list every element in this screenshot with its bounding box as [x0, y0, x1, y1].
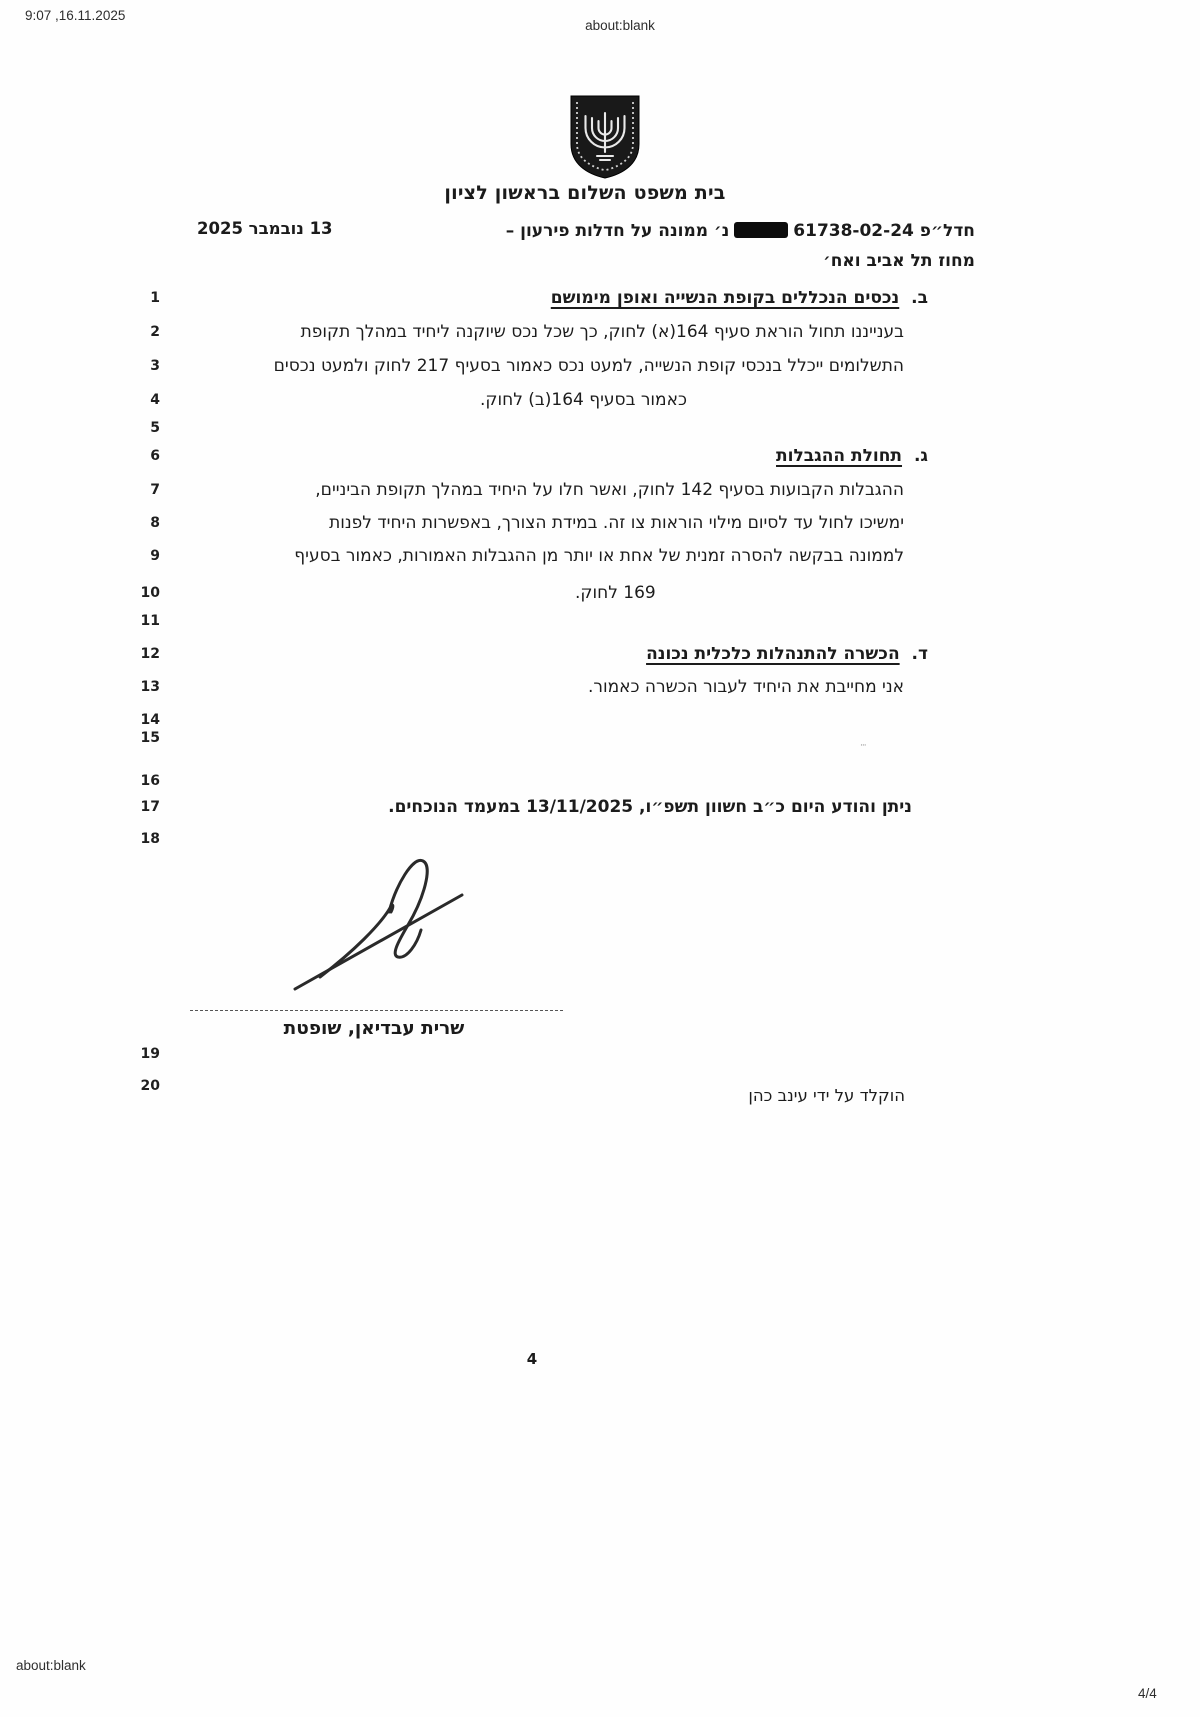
line-number: 13 [140, 679, 160, 695]
line-number: 9 [150, 548, 160, 564]
line-number: 7 [150, 482, 160, 498]
line-number: 15 [140, 730, 160, 746]
redacted-debtor-name [734, 222, 788, 238]
document-date: 13 נובמבר 2025 [197, 219, 333, 238]
issuance-statement: ניתן והודע היום כ״ב חשוון תשפ״ו, 13/11/2025 במעמד הנוכחים. [388, 797, 912, 817]
section-c-line: לממונה בבקשה להסרה זמנית של אחת או יותר מן ההגבלות האמורות, כאמור בסעיף [294, 546, 904, 566]
case-header-line [506, 221, 975, 241]
line-number: 1 [150, 290, 160, 306]
line-number: 4 [150, 392, 160, 408]
section-b-title: נכסים הנכללים בקופת הנשייה ואופן מימושם [550, 288, 900, 308]
section-c-line: ימשיכו לחול עד לסיום מילוי הוראות צו זה. במידת הצורך, באפשרות היחיד לפנות [329, 513, 904, 533]
section-c-line: ההגבלות הקבועות בסעיף 142 לחוק, ואשר חלו על היחיד במהלך תקופת הביניים, [315, 480, 904, 500]
line-number: 5 [150, 420, 160, 436]
line-number: 14 [140, 712, 160, 728]
line-number: 2 [150, 324, 160, 340]
signature-line [190, 1010, 563, 1011]
section-d-heading [646, 644, 928, 665]
line-number: 19 [140, 1046, 160, 1062]
case-parties: נ׳ ממונה על חדלות פירעון – [505, 221, 730, 241]
line-number: 17 [140, 799, 160, 815]
line-number: 12 [140, 646, 160, 662]
section-c-marker: ג. [913, 446, 928, 466]
line-number: 18 [140, 831, 160, 847]
case-number: חדל״פ 61738-02-24 [793, 221, 975, 241]
section-b-line: כאמור בסעיף 164(ב) לחוק. [480, 390, 687, 410]
print-page-indicator: 4/4 [1138, 1686, 1157, 1701]
line-number: 8 [150, 515, 160, 531]
section-b-marker: ב. [911, 288, 928, 308]
section-d-line: אני מחייבת את היחיד לעבור הכשרה כאמור. [587, 677, 904, 697]
section-c-line: 169 לחוק. [575, 583, 656, 603]
judge-signature [262, 845, 492, 1014]
section-d-marker: ד. [911, 644, 928, 664]
section-d-title: הכשרה להתנהלות כלכלית נכונה [646, 644, 900, 664]
section-b-line: התשלומים ייכלל בנכסי קופת הנשייה, למעט נכס כאמור בסעיף 217 לחוק ולמעט נכסים [273, 356, 904, 376]
line-number: 10 [140, 585, 160, 601]
israel-state-emblem-icon [567, 94, 643, 180]
print-timestamp: 9:07 ,16.11.2025 [25, 8, 126, 23]
case-header-line-2: מחוז תל אביב ואח׳ [823, 251, 975, 271]
line-number: 3 [150, 358, 160, 374]
print-url-bottom: about:blank [16, 1658, 86, 1673]
line-number: 20 [140, 1078, 160, 1094]
line-number: 6 [150, 448, 160, 464]
print-url-top: about:blank [585, 18, 655, 33]
section-b-heading [551, 288, 928, 309]
typed-by: הוקלד על ידי עינב כהן [748, 1086, 905, 1105]
line-number: 11 [140, 613, 160, 629]
section-c-title: תחולת ההגבלות [776, 446, 903, 466]
court-name: בית משפט השלום בראשון לציון [444, 182, 726, 204]
scan-artifact: ··· [860, 741, 866, 751]
section-b-line: בענייננו תחול הוראת סעיף 164(א) לחוק, כך שכל נכס שיוקנה ליחיד במהלך תקופת [300, 322, 904, 342]
section-c-heading [776, 446, 928, 467]
judge-name: שרית עבדיאן, שופטת [283, 1018, 465, 1039]
line-number: 16 [140, 773, 160, 789]
page-number: 4 [526, 1350, 538, 1368]
